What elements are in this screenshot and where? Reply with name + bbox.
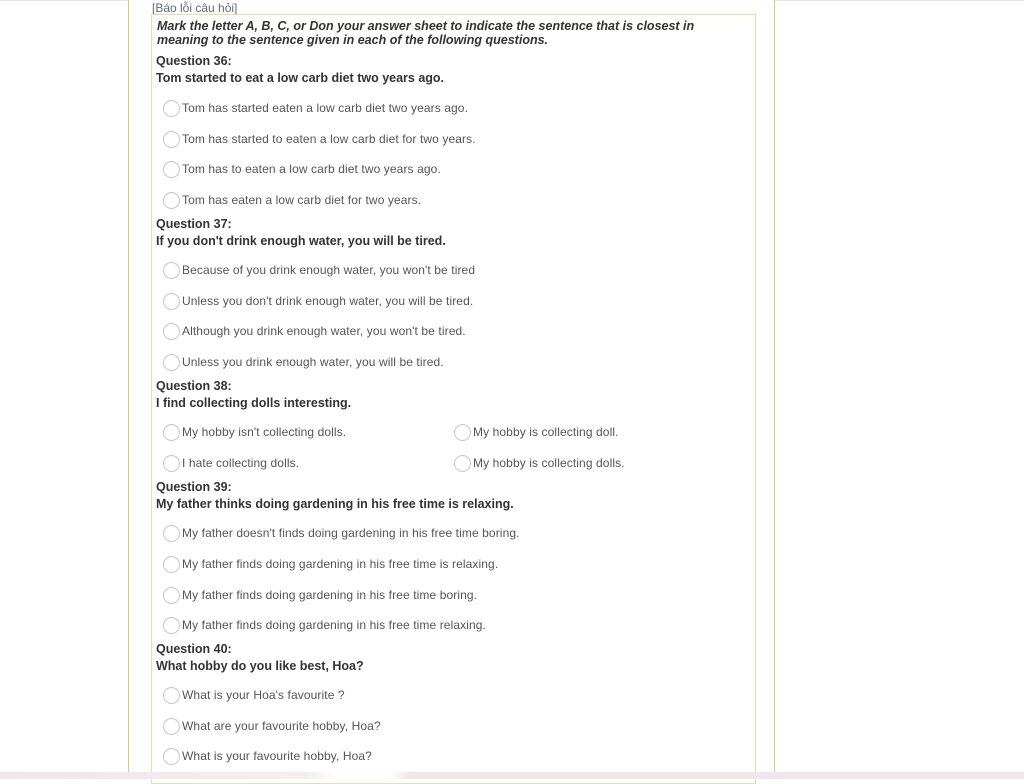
q37-option-b[interactable] bbox=[163, 290, 473, 312]
radio-button[interactable] bbox=[454, 455, 471, 472]
q39-option-b[interactable] bbox=[163, 553, 498, 575]
instructions-text: Mark the letter A, B, C, or Don your answer sheet to indicate the sentence that is closest in meaning to the sentence given in each of the following questions. bbox=[157, 19, 695, 47]
question-36-prompt: Tom started to eat a low carb diet two years ago. bbox=[156, 71, 445, 85]
radio-button[interactable] bbox=[163, 748, 180, 765]
q40-option-c[interactable] bbox=[163, 745, 372, 767]
question-40-prompt: What hobby do you like best, Hoa? bbox=[156, 659, 364, 673]
q36-option-c[interactable] bbox=[163, 158, 441, 180]
radio-button[interactable] bbox=[163, 354, 180, 371]
radio-button[interactable] bbox=[163, 262, 180, 279]
option-text: My hobby is collecting doll. bbox=[473, 425, 619, 439]
option-text: My hobby is collecting dolls. bbox=[473, 456, 625, 470]
question-39-label: Question 39: bbox=[156, 480, 232, 494]
option-text: My father finds doing gardening in his free time relaxing. bbox=[182, 618, 486, 632]
q38-option-c[interactable] bbox=[163, 452, 299, 474]
q39-option-d[interactable] bbox=[163, 614, 486, 636]
q36-option-a[interactable] bbox=[163, 97, 468, 119]
question-36-label: Question 36: bbox=[156, 54, 232, 68]
question-40-label: Question 40: bbox=[156, 642, 232, 656]
option-text: I hate collecting dolls. bbox=[182, 456, 300, 470]
option-text: My father finds doing gardening in his free time is relaxing. bbox=[182, 557, 499, 571]
option-text: What are your favourite hobby, Hoa? bbox=[182, 719, 381, 733]
question-37-prompt: If you don't drink enough water, you will be tired. bbox=[156, 234, 446, 248]
option-text: What is your favourite hobby, Hoa? bbox=[182, 749, 372, 763]
q37-option-d[interactable] bbox=[163, 351, 444, 373]
option-text: Tom has eaten a low carb diet for two years. bbox=[182, 193, 422, 207]
option-text: Tom has started to eaten a low carb diet for two years. bbox=[182, 132, 476, 146]
option-text: Because of you drink enough water, you won't be tired bbox=[182, 263, 476, 277]
radio-button[interactable] bbox=[163, 525, 180, 542]
q37-option-c[interactable] bbox=[163, 320, 466, 342]
option-text: Although you drink enough water, you won't be tired. bbox=[182, 324, 466, 338]
question-39-prompt: My father thinks doing gardening in his free time is relaxing. bbox=[156, 497, 514, 511]
option-text: What is your Hoa's favourite ? bbox=[182, 688, 345, 702]
radio-button[interactable] bbox=[163, 455, 180, 472]
radio-button[interactable] bbox=[163, 718, 180, 735]
question-38-prompt: I find collecting dolls interesting. bbox=[156, 396, 352, 410]
question-38-label: Question 38: bbox=[156, 379, 232, 393]
radio-button[interactable] bbox=[163, 617, 180, 634]
q39-option-c[interactable] bbox=[163, 584, 477, 606]
radio-button[interactable] bbox=[163, 131, 180, 148]
q38-option-d[interactable] bbox=[454, 452, 625, 474]
q37-option-a[interactable] bbox=[163, 259, 475, 281]
report-error-link[interactable]: [Báo lỗi câu hỏi] bbox=[152, 1, 238, 15]
radio-button[interactable] bbox=[163, 424, 180, 441]
question-37-label: Question 37: bbox=[156, 217, 232, 231]
option-text: Unless you drink enough water, you will be tired. bbox=[182, 355, 444, 369]
option-text: My hobby isn't collecting dolls. bbox=[182, 425, 347, 439]
radio-button[interactable] bbox=[163, 556, 180, 573]
q38-option-b[interactable] bbox=[454, 421, 619, 443]
radio-button[interactable] bbox=[163, 587, 180, 604]
option-text: Tom has started eaten a low carb diet two years ago. bbox=[182, 101, 469, 115]
option-text: My father finds doing gardening in his free time boring. bbox=[182, 588, 478, 602]
option-text: Unless you don't drink enough water, you will be tired. bbox=[182, 294, 474, 308]
q38-option-a[interactable] bbox=[163, 421, 346, 443]
radio-button[interactable] bbox=[163, 293, 180, 310]
q36-option-d[interactable] bbox=[163, 189, 421, 211]
radio-button[interactable] bbox=[163, 161, 180, 178]
radio-button[interactable] bbox=[163, 192, 180, 209]
q36-option-b[interactable] bbox=[163, 128, 476, 150]
q39-option-a[interactable] bbox=[163, 522, 520, 544]
q40-option-a[interactable] bbox=[163, 684, 345, 706]
option-text: Tom has to eaten a low carb diet two years ago. bbox=[182, 162, 441, 176]
radio-button[interactable] bbox=[163, 100, 180, 117]
option-text: My father doesn't finds doing gardening in his free time boring. bbox=[182, 526, 520, 540]
q40-option-b[interactable] bbox=[163, 715, 381, 737]
radio-button[interactable] bbox=[163, 323, 180, 340]
bottom-scroll-strip bbox=[0, 772, 1024, 779]
radio-button[interactable] bbox=[454, 424, 471, 441]
radio-button[interactable] bbox=[163, 687, 180, 704]
